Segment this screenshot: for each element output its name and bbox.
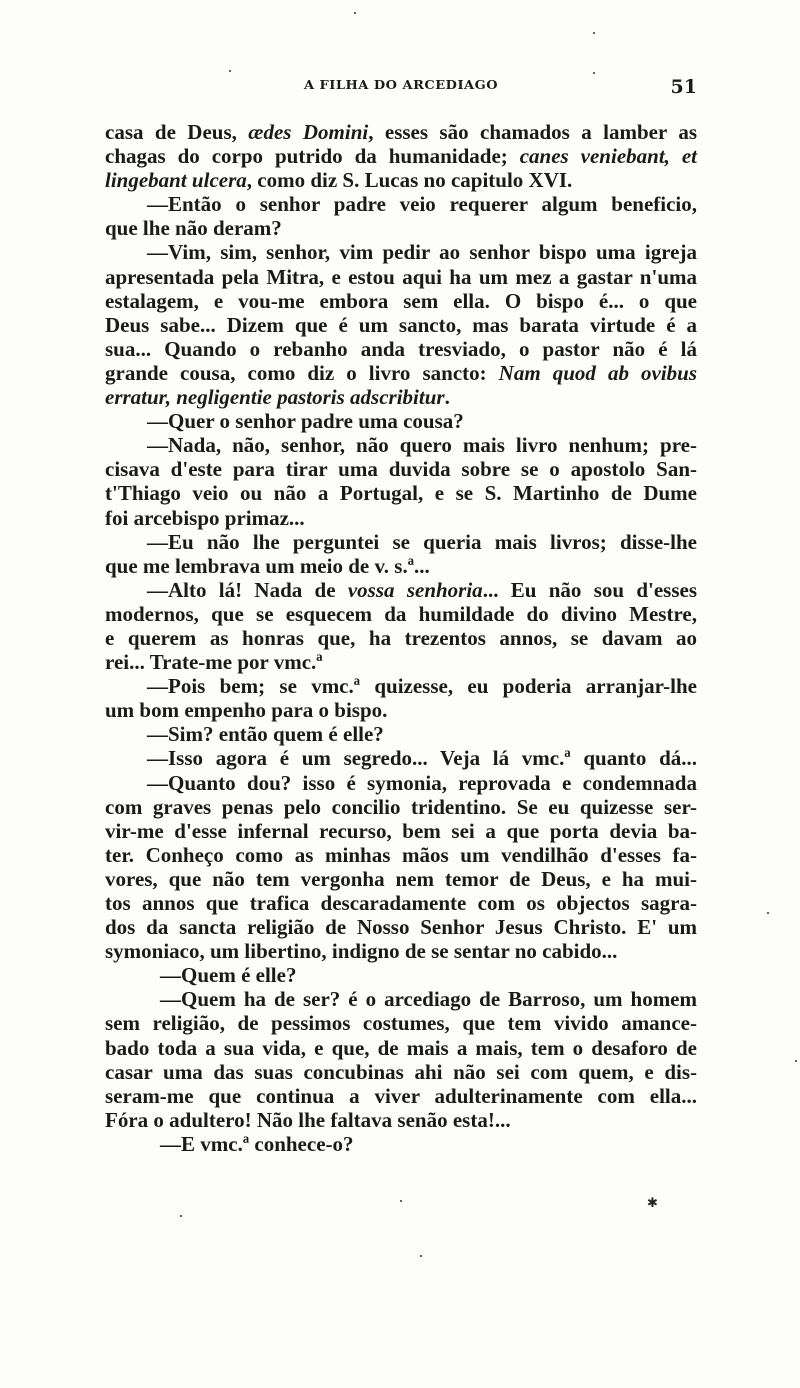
text-line bbox=[105, 144, 697, 168]
text-run: sem religião, de pessimos costumes, que tem vivido amance- bbox=[105, 1011, 697, 1036]
text-line bbox=[105, 385, 697, 409]
text-run: sua... Quando o rebanho anda tresviado, o pastor não é lá bbox=[105, 336, 697, 361]
text-run: e querem as honras que, ha trezentos annos, se davam ao bbox=[105, 625, 697, 650]
text-run: , como diz S. Lucas no capitulo XVI. bbox=[246, 168, 573, 193]
text-line bbox=[105, 819, 697, 843]
text-run: —Quer o senhor padre uma cousa? bbox=[147, 409, 464, 434]
text-line bbox=[105, 674, 697, 698]
running-head bbox=[105, 78, 697, 100]
scan-speck bbox=[229, 70, 231, 72]
italic-text: ædes Domini bbox=[248, 120, 369, 144]
text-run: —Isso agora é um segredo... Veja lá vmc.ª quanto dá... bbox=[147, 746, 697, 771]
text-line bbox=[105, 313, 697, 337]
text-run: rei... Trate-me por vmc.ª bbox=[105, 650, 323, 675]
text-line bbox=[105, 240, 697, 264]
text-line bbox=[105, 1108, 697, 1132]
text-run: foi arcebispo primaz... bbox=[105, 505, 305, 530]
page-number: 51 bbox=[670, 76, 697, 98]
text-run: dos da sancta religião de Nosso Senhor Jesus Christo. E' um bbox=[105, 915, 697, 940]
scan-speck bbox=[593, 72, 595, 74]
text-run: ter. Conheço como as minhas mãos um vendilhão d'esses fa- bbox=[105, 842, 697, 867]
text-run: —Vim, sim, senhor, vim pedir ao senhor bispo uma igreja bbox=[147, 240, 697, 265]
text-line bbox=[105, 987, 697, 1011]
text-run: symoniaco, um libertino, indigno de se sentar no cabido... bbox=[105, 939, 618, 964]
scan-asterisk-mark: ✱ bbox=[647, 1196, 658, 1211]
text-line bbox=[105, 843, 697, 867]
text-run: —Sim? então quem é elle? bbox=[147, 722, 384, 747]
text-line bbox=[105, 409, 697, 433]
text-line bbox=[105, 168, 697, 192]
text-run: —Quem ha de ser? é o arcediago de Barroso, um homem bbox=[160, 987, 697, 1012]
text-line bbox=[105, 1011, 697, 1035]
text-line bbox=[105, 698, 697, 722]
text-line bbox=[105, 1132, 697, 1156]
text-line bbox=[105, 289, 697, 313]
text-line bbox=[105, 746, 697, 770]
text-run: tos annos que trafica descaradamente com os objectos sagra- bbox=[105, 891, 697, 915]
text-line bbox=[105, 578, 697, 602]
text-line bbox=[105, 433, 697, 457]
text-run: , esses são chamados a lamber as bbox=[368, 120, 697, 144]
text-line bbox=[105, 915, 697, 939]
text-run: seram-me que continua a viver adulterinamente com ella... bbox=[105, 1083, 697, 1108]
text-line bbox=[105, 481, 697, 505]
text-line bbox=[105, 1060, 697, 1084]
text-line bbox=[105, 867, 697, 891]
text-line bbox=[105, 891, 697, 915]
text-run: —E vmc.ª conhece-o? bbox=[160, 1131, 354, 1156]
text-run: casa de Deus, bbox=[105, 120, 249, 144]
text-run: vir-me d'esse infernal recurso, bem sei a que porta devia ba- bbox=[105, 818, 697, 843]
text-run: que lhe não deram? bbox=[105, 216, 282, 241]
scan-speck bbox=[180, 1215, 182, 1217]
text-line bbox=[105, 554, 697, 578]
body-text bbox=[105, 120, 697, 1156]
text-run: bado toda a sua vida, e que, de mais a mais, tem o desaforo de bbox=[105, 1035, 697, 1060]
text-line bbox=[105, 602, 697, 626]
text-run: chagas do corpo putrido da humanidade; bbox=[105, 144, 520, 169]
text-run: que me lembrava um meio de v. s.ª... bbox=[105, 553, 430, 578]
text-run: modernos, que se esquecem da humildade do divino Mestre, bbox=[105, 601, 697, 626]
text-run: ... Eu não sou d'esses bbox=[482, 577, 698, 602]
text-run: —Pois bem; se vmc.ª quizesse, eu poderia arranjar-lhe bbox=[147, 674, 697, 699]
text-run: estalagem, e vou-me embora sem ella. O bispo é... o que bbox=[105, 288, 697, 313]
scan-speck bbox=[354, 12, 356, 14]
text-run: Fóra o adultero! Não lhe faltava senão esta!... bbox=[105, 1107, 511, 1132]
text-run: cisava d'este para tirar uma duvida sobre se o apostolo San- bbox=[105, 457, 697, 482]
text-line bbox=[105, 626, 697, 650]
text-line bbox=[105, 722, 697, 746]
running-title: A FILHA DO ARCEDIAGO bbox=[303, 78, 499, 93]
text-run: —Quanto dou? isso é symonia, reprovada e condemnada bbox=[147, 770, 697, 795]
text-line bbox=[105, 1036, 697, 1060]
scan-speck bbox=[400, 1200, 402, 1202]
text-line bbox=[105, 530, 697, 554]
text-line bbox=[105, 939, 697, 963]
text-run: —Quem é elle? bbox=[160, 963, 297, 988]
text-line bbox=[105, 216, 697, 240]
text-line bbox=[105, 650, 697, 674]
text-run: vores, que não tem vergonha nem temor de Deus, e ha mui- bbox=[105, 866, 697, 891]
text-run: apresentada pela Mitra, e estou aqui ha um mez a gastar n'uma bbox=[105, 264, 697, 289]
text-run: . bbox=[444, 385, 450, 410]
text-line bbox=[105, 192, 697, 216]
text-run: t'Thiago veio ou não a Portugal, e se S. Martinho de Dume bbox=[105, 481, 697, 506]
text-run: —Então o senhor padre veio requerer algum beneficio, bbox=[147, 192, 697, 217]
text-run: —Eu não lhe perguntei se queria mais livros; disse-lhe bbox=[147, 529, 697, 554]
scan-speck bbox=[593, 32, 595, 34]
scan-speck bbox=[767, 912, 769, 914]
text-line bbox=[105, 963, 697, 987]
text-line bbox=[105, 1084, 697, 1108]
text-run: um bom empenho para o bispo. bbox=[105, 698, 388, 723]
text-run: —Alto lá! Nada de bbox=[147, 577, 348, 602]
text-line bbox=[105, 771, 697, 795]
text-line bbox=[105, 337, 697, 361]
text-line bbox=[105, 265, 697, 289]
scan-speck bbox=[420, 1255, 422, 1257]
text-run: Deus sabe... Dizem que é um sancto, mas barata virtude é a bbox=[105, 312, 697, 337]
text-line bbox=[105, 120, 697, 144]
text-line bbox=[105, 506, 697, 530]
text-run: grande cousa, como diz o livro sancto: bbox=[105, 360, 499, 385]
italic-text: vossa senhoria bbox=[347, 577, 483, 602]
scan-speck bbox=[795, 1060, 797, 1062]
text-run: casar uma das suas concubinas ahi não sei com quem, e dis- bbox=[105, 1059, 697, 1084]
text-line bbox=[105, 361, 697, 385]
italic-text: lingebant ulcera bbox=[105, 168, 247, 193]
italic-text: erratur, negligentie pastoris adscribitur bbox=[105, 385, 445, 410]
text-run: com graves penas pelo concilio tridentino. Se eu quizesse ser- bbox=[105, 794, 697, 819]
text-line bbox=[105, 457, 697, 481]
italic-text: canes veniebant, et bbox=[519, 144, 698, 169]
text-line bbox=[105, 795, 697, 819]
italic-text: Nam quod ab ovibus bbox=[498, 360, 697, 385]
text-run: —Nada, não, senhor, não quero mais livro nenhum; pre- bbox=[147, 433, 697, 458]
